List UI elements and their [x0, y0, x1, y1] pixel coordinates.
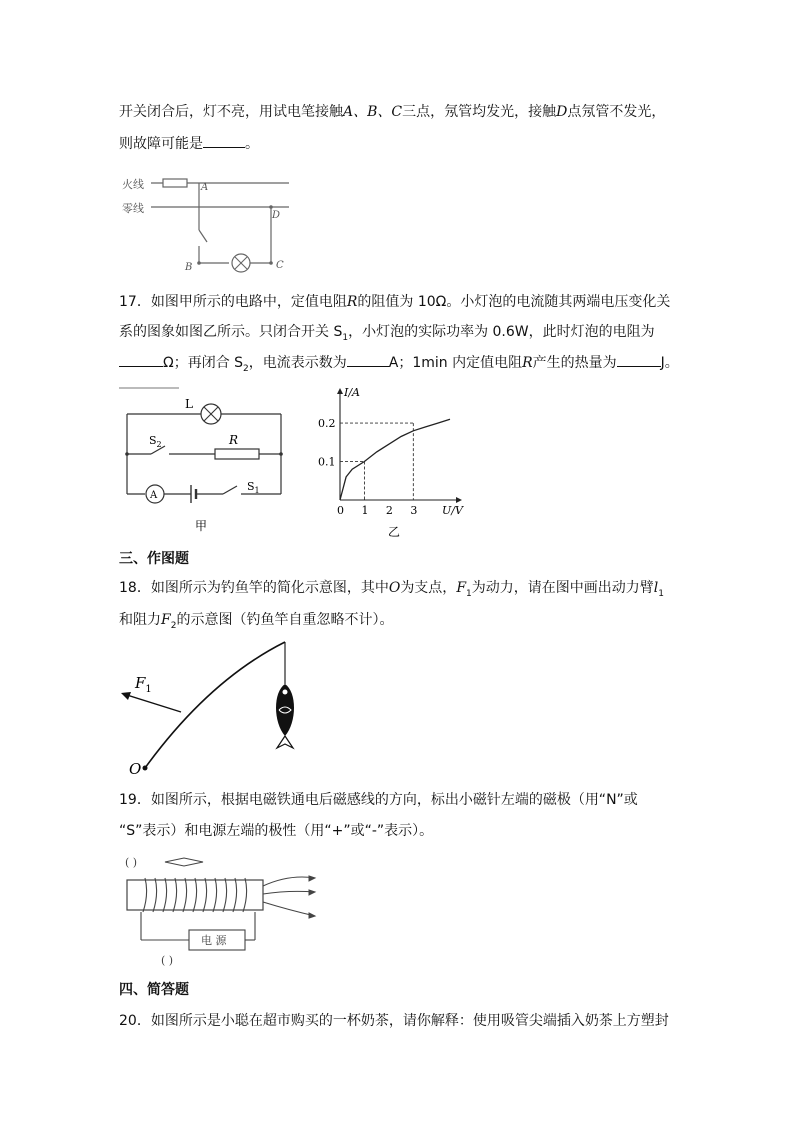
iu-curve: [340, 419, 450, 500]
q19-line-2: “S”表示）和电源左端的极性（用“+”或“-”表示）。: [119, 823, 434, 839]
x-tick-label: 1: [361, 504, 369, 517]
resistor-icon: [215, 449, 259, 459]
s1-label: $S_1$: [247, 480, 260, 495]
x-tick-label: 0: [337, 504, 344, 517]
x-axis-arrow: [456, 497, 462, 503]
answer-blank-heat[interactable]: [617, 352, 661, 367]
force-arrow: [127, 695, 181, 712]
section-3-title: 三、作图题: [119, 551, 189, 567]
y-axis-arrow: [337, 388, 343, 394]
needle-pole-blank: ( ): [125, 856, 138, 869]
q18-fishing-rod-figure: [119, 640, 319, 780]
section-4-title: 四、简答题: [119, 982, 189, 998]
force-label: $F_1$: [135, 674, 152, 695]
q17-circuit-figure: [119, 388, 299, 538]
y-tick-label: 0.2: [318, 417, 336, 431]
q19-electromagnet-figure: [119, 852, 319, 970]
x-tick-label: 3: [410, 504, 418, 517]
q18-line-1: 18．如图所示为钓鱼竿的简化示意图，其中O为支点，$F_1$为动力，请在图中画出动力臂$l_1$: [119, 580, 664, 599]
q16-line-2: 则故障可能是 。: [119, 133, 259, 154]
point-b: B: [185, 262, 193, 273]
resistor-label: R: [229, 433, 239, 447]
point-a: A: [201, 182, 209, 193]
x-axis-label: U/V: [442, 504, 463, 517]
q18-line-2: 和阻力$F_2$的示意图（钓鱼竿自重忽略不计）。: [119, 612, 394, 631]
switch-icon: [199, 230, 207, 242]
lamp-label: L: [185, 397, 193, 411]
answer-blank-resistance[interactable]: [119, 352, 163, 367]
svg-text:A: A: [150, 490, 158, 501]
point-d-label: D: [556, 104, 568, 120]
field-lines: [263, 876, 315, 918]
q19-line-1: 19．如图所示，根据电磁铁通电后磁感线的方向，标出小磁针左端的磁极（用“N”或: [119, 792, 638, 808]
answer-blank-current[interactable]: [347, 352, 389, 367]
q17-iu-chart: [318, 386, 468, 540]
s2-label: $S_2$: [149, 434, 162, 449]
fulcrum-point: [143, 766, 148, 771]
q17-line-1: 17．如图甲所示的电路中，定值电阻R的阻值为 10Ω。小灯泡的电流随其两端电压变化关: [119, 294, 671, 310]
figure-caption-jia: 甲: [195, 519, 208, 533]
q17-line-2: 系的图象如图乙所示。只闭合开关 $S_1$，小灯泡的实际功率为 0.6W，此时灯泡的电阻为: [119, 324, 655, 343]
live-wire-label: 火线: [122, 178, 144, 191]
switch-s1-icon: [223, 486, 237, 494]
answer-blank[interactable]: [203, 133, 245, 148]
fuse-icon: [163, 179, 187, 187]
q16-circuit-figure: [119, 170, 299, 275]
y-axis-label: I/A: [344, 386, 360, 399]
point-c: C: [276, 260, 284, 271]
power-source-label: 电 源: [201, 934, 227, 947]
q16-line-1: 开关闭合后，灯不亮，用试电笔接触A、B、C三点，氖管均发光，接触D点氖管不发光，: [119, 104, 666, 120]
fish-icon: [276, 684, 294, 748]
neutral-wire-label: 零线: [122, 202, 144, 215]
source-pole-blank: ( ): [161, 954, 174, 967]
fulcrum-label: O: [129, 760, 142, 778]
point-labels: A、B、C: [343, 104, 403, 120]
magnetic-needle-icon: [165, 858, 203, 866]
y-tick-label: 0.1: [318, 455, 336, 469]
figure-caption-yi: 乙: [388, 525, 401, 539]
q17-line-3: Ω；再闭合 $S_2$，电流表示数为 A；1min 内定值电阻R产生的热量为 J。: [119, 352, 679, 379]
q20-line-1: 20．如图所示是小聪在超市购买的一杯奶茶，请你解释：使用吸管尖端插入奶茶上方塑封: [119, 1013, 669, 1029]
x-tick-label: 2: [385, 504, 393, 517]
point-d: D: [272, 210, 281, 221]
fishing-rod: [145, 642, 285, 768]
